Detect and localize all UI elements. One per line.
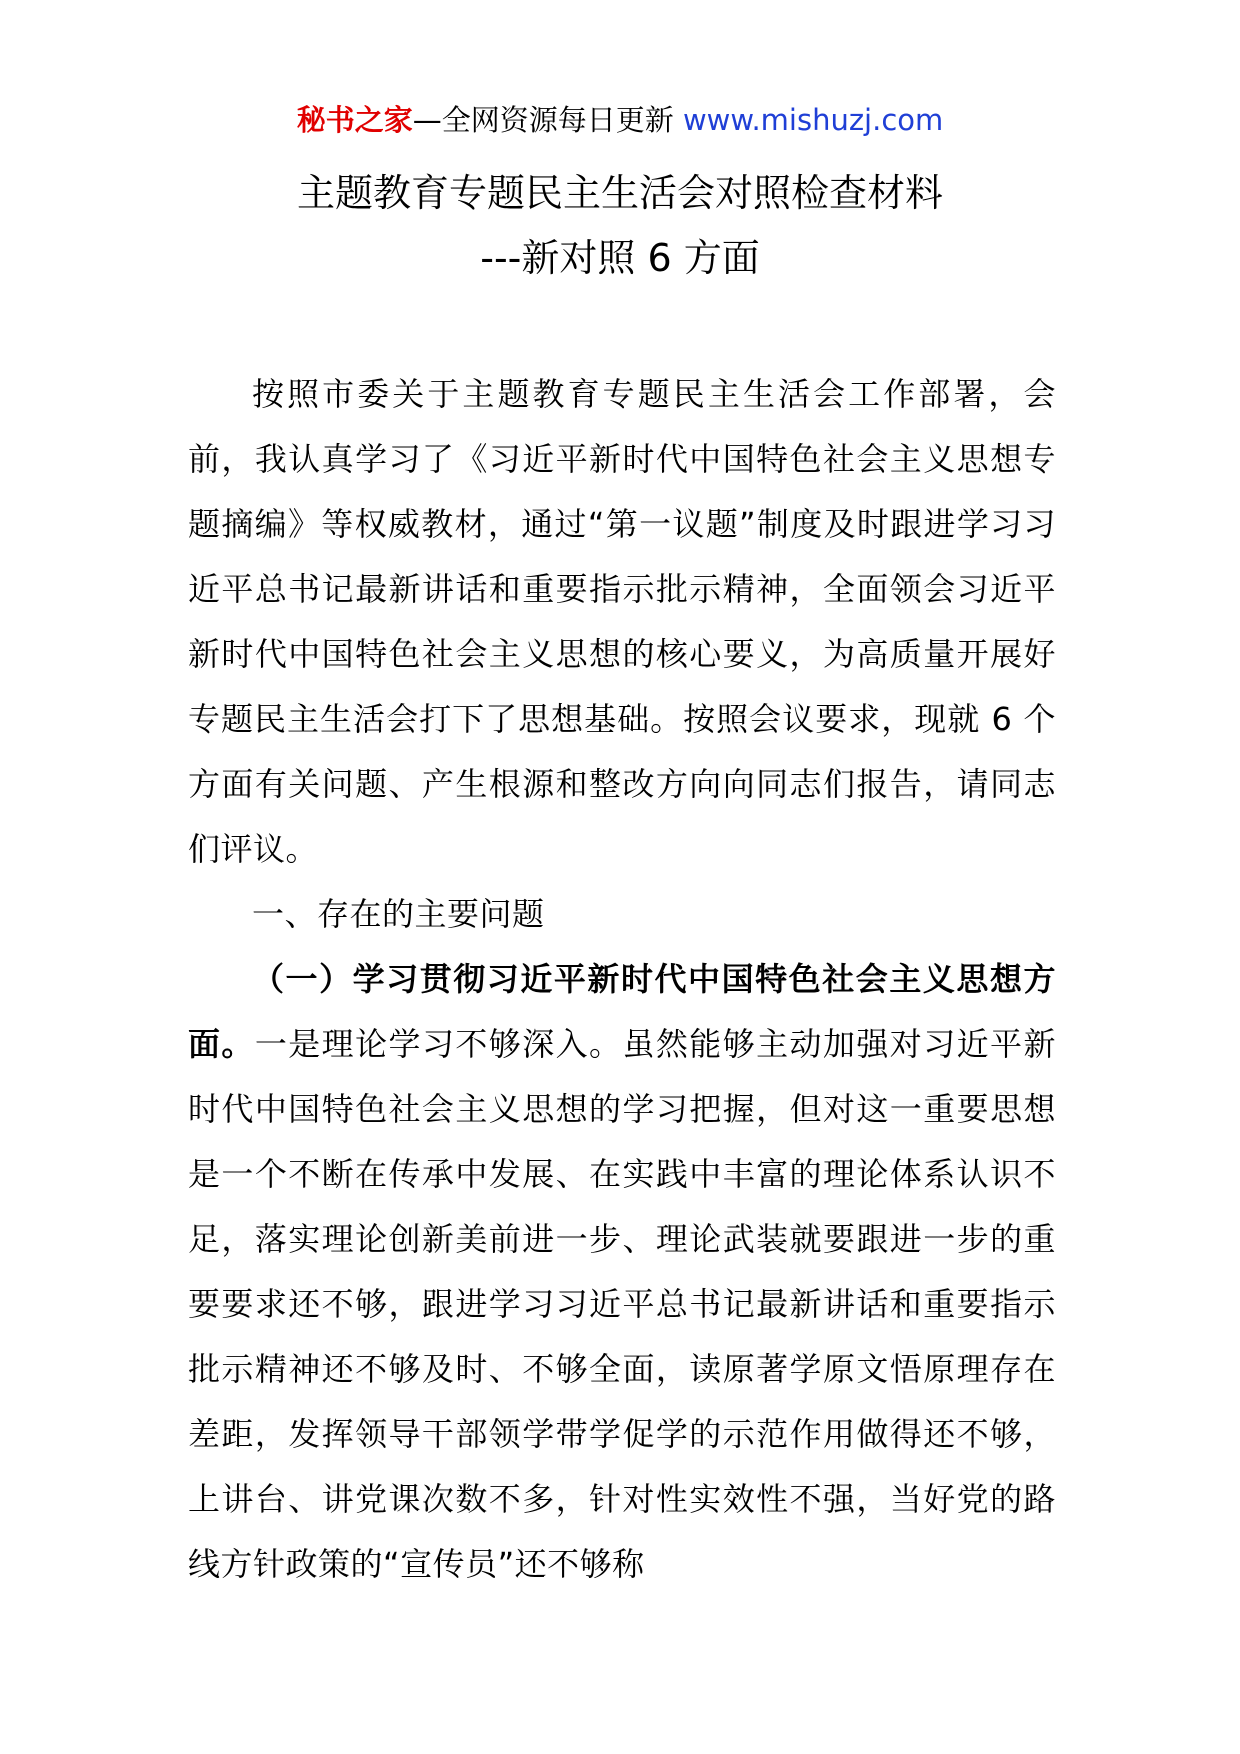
site-header — [0, 100, 1240, 140]
header-tagline: —全网资源每日更新 — [412, 103, 683, 137]
subsection-paragraph — [188, 947, 1056, 1597]
brand-name: 秘书之家 — [296, 103, 413, 137]
document-body — [188, 362, 1056, 1597]
document-subtitle: ---新对照 6 方面 — [480, 236, 760, 280]
section-heading: 一、存在的主要问题 — [252, 895, 545, 933]
subsection-heading: （一）学习贯彻习近平新时代中国特色社会主义思想方面。 — [188, 960, 1056, 1063]
site-url-link[interactable]: www.mishuzj.com — [682, 103, 944, 137]
subsection-body: 一是理论学习不够深入。虽然能够主动加强对习近平新时代中国特色社会主义思想的学习把握，但对这一重要思想是一个不断在传承中发展、在实践中丰富的理论体系认识不足，落实理论创新美前进一步、理论武装就要跟进一步的重要要求还不够，跟进学习习近平总书记最新讲话和重要指示批示精神还不够及时、不够全面，读原著学原文悟原理存在差距，发挥领导干部领学带学促学的示范作用做得还不够，上讲台、讲党课次数不多，针对性实效性不强，当好党的路线方针政策的“宣传员”还不够称 — [188, 1025, 1056, 1583]
document-title: 主题教育专题民主生活会对照检查材料 — [296, 171, 943, 215]
intro-paragraph: 按照市委关于主题教育专题民主生活会工作部署，会前，我认真学习了《习近平新时代中国特色社会主义思想专题摘编》等权威教材，通过“第一议题”制度及时跟进学习习近平总书记最新讲话和重要指示批示精神，全面领会习近平新时代中国特色社会主义思想的核心要义，为高质量开展好专题民主生活会打下了思想基础。按照会议要求，现就 6 个方面有关问题、产生根源和整改方向向同志们报告，请同志们评议。 — [188, 375, 1056, 868]
